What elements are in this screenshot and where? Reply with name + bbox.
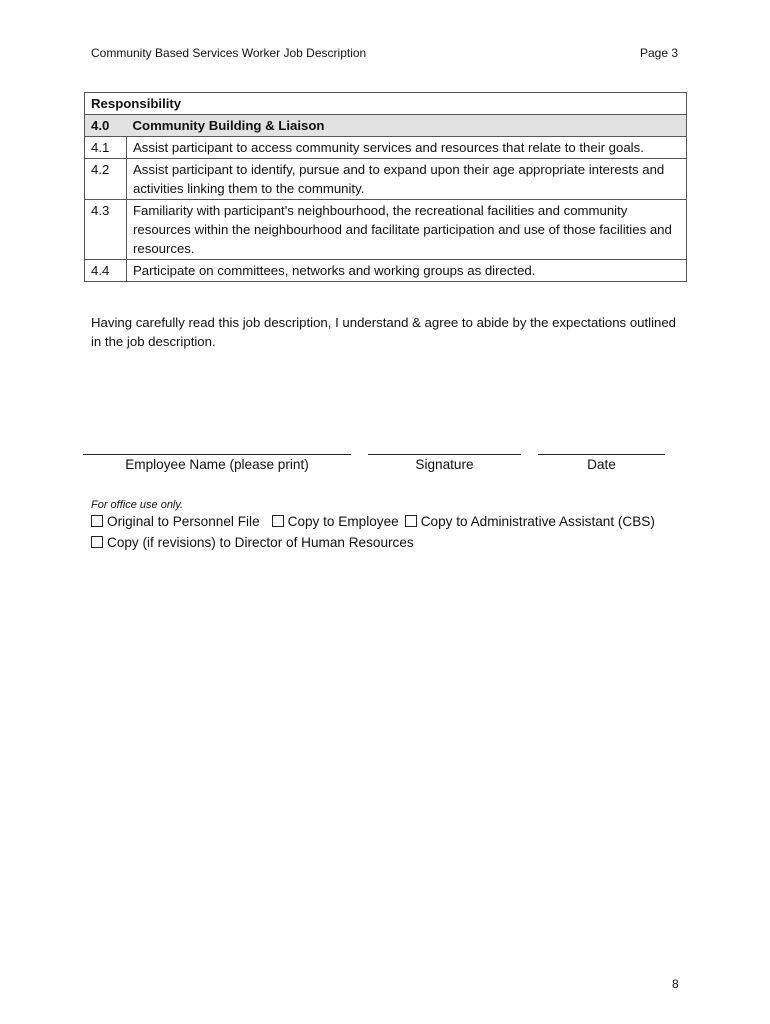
checkbox-label: Copy to Employee — [287, 514, 399, 529]
employee-name-line[interactable] — [83, 454, 351, 455]
section-title: Community Building & Liaison — [127, 115, 687, 137]
page-label: Page 3 — [640, 46, 679, 60]
checkbox-label: Copy to Administrative Assistant (CBS) — [420, 514, 655, 529]
row-number: 4.1 — [85, 137, 127, 159]
page-number: 8 — [672, 977, 679, 991]
table-row — [85, 159, 687, 200]
section-number: 4.0 — [85, 115, 127, 137]
row-text: Participate on committees, networks and working groups as directed. — [127, 260, 687, 282]
checkbox-label: Original to Personnel File — [107, 514, 260, 529]
office-checkbox-row — [91, 535, 414, 550]
row-number: 4.2 — [85, 159, 127, 200]
admin-assistant-copy-checkbox[interactable] — [405, 515, 417, 527]
document-title: Community Based Services Worker Job Description — [91, 46, 367, 60]
table-title-row — [85, 93, 687, 115]
office-use-note: For office use only. — [91, 499, 184, 511]
employee-name-label: Employee Name (please print) — [125, 457, 309, 472]
row-text: Assist participant to identify, pursue and to expand upon their age appropriate interests and activities linking them to the community. — [127, 159, 687, 200]
employee-copy-checkbox[interactable] — [272, 515, 284, 527]
table-row — [85, 260, 687, 282]
director-hr-copy-checkbox[interactable] — [91, 536, 103, 548]
personnel-file-checkbox[interactable] — [91, 515, 103, 527]
row-text: Familiarity with participant's neighbourhood, the recreational facilities and community resources within the neighbourhood and facilitate participation and use of those facilities and resources. — [127, 200, 687, 260]
office-checkbox-row — [91, 514, 655, 529]
section-header-row — [85, 115, 687, 137]
signature-label: Signature — [415, 457, 474, 472]
table-title: Responsibility — [85, 93, 687, 115]
row-number: 4.4 — [85, 260, 127, 282]
signature-line[interactable] — [368, 454, 521, 455]
table-row — [85, 137, 687, 159]
checkbox-label: Copy (if revisions) to Director of Human Resources — [107, 535, 414, 550]
responsibility-table — [84, 92, 687, 282]
row-text: Assist participant to access community services and resources that relate to their goals. — [127, 137, 687, 159]
agreement-statement: Having carefully read this job description, I understand & agree to abide by the expectations outlined in the job description. — [91, 315, 677, 349]
table-row — [85, 200, 687, 260]
row-number: 4.3 — [85, 200, 127, 260]
date-line[interactable] — [538, 454, 665, 455]
date-label: Date — [587, 457, 616, 472]
